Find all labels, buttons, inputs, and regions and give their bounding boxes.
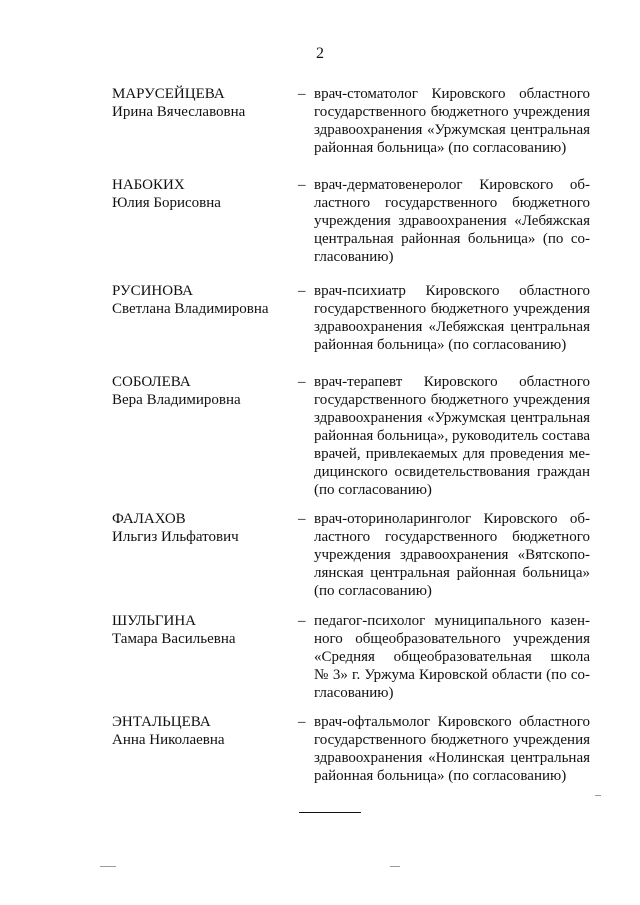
entry-dash: – (298, 374, 306, 390)
role-line: центральная районная больница» (по со- (314, 231, 590, 247)
scan-speck (390, 866, 400, 867)
member-surname: РУСИНОВА (112, 283, 193, 299)
member-role (314, 85, 590, 157)
scan-speck (595, 795, 601, 796)
role-line: гласованию) (314, 249, 394, 265)
member-given-names: Ильгиз Ильфатович (112, 529, 239, 545)
member-name (112, 85, 287, 121)
member-name (112, 282, 287, 318)
member-given-names: Тамара Васильевна (112, 631, 236, 647)
page-number: 2 (316, 45, 324, 62)
member-role (314, 373, 590, 499)
member-given-names: Вера Владимировна (112, 392, 241, 408)
role-line: (по согласованию) (314, 583, 432, 599)
role-line: ного общеобразовательного учреждения (314, 631, 590, 647)
role-line: врач-офтальмолог Кировского областного (314, 714, 590, 730)
member-surname: СОБОЛЕВА (112, 374, 191, 390)
role-line: ластного государственного бюджетного (314, 529, 590, 545)
entry-dash: – (298, 177, 306, 193)
role-line: здравоохранения «Лебяжская центральная (314, 319, 590, 335)
role-line: лянская центральная районная больница» (314, 565, 590, 581)
member-role (314, 713, 590, 785)
role-line: врачей, привлекаемых для проведения ме- (314, 446, 590, 462)
role-line: педагог-психолог муниципального казен- (314, 613, 590, 629)
role-line: районная больница» (по согласованию) (314, 140, 567, 156)
role-line: (по согласованию) (314, 482, 432, 498)
closing-rule (299, 812, 361, 813)
entry-dash: – (298, 86, 306, 102)
member-surname: НАБОКИХ (112, 177, 185, 193)
role-line: районная больница» (по согласованию) (314, 337, 567, 353)
role-line: врач-стоматолог Кировского областного (314, 86, 590, 102)
member-surname: ШУЛЬГИНА (112, 613, 197, 629)
member-name (112, 373, 287, 409)
entry-dash: – (298, 283, 306, 299)
role-line: здравоохранения «Нолинская центральная (314, 750, 590, 766)
member-name (112, 510, 287, 546)
role-line: дицинского освидетельствования граждан (314, 464, 590, 480)
member-given-names: Юлия Борисовна (112, 195, 221, 211)
role-line: районная больница», руководитель состава (314, 428, 590, 444)
role-line: учреждения здравоохранения «Вятскопо- (314, 547, 590, 563)
entry-dash: – (298, 714, 306, 730)
member-role (314, 282, 590, 354)
role-line: государственного бюджетного учреждения (314, 392, 590, 408)
scan-speck (100, 866, 116, 867)
member-role (314, 510, 590, 600)
member-role (314, 612, 590, 702)
member-surname: ФАЛАХОВ (112, 511, 186, 527)
role-line: врач-психиатр Кировского областного (314, 283, 590, 299)
role-line: врач-дерматовенеролог Кировского об- (314, 177, 590, 193)
member-role (314, 176, 590, 266)
role-line: здравоохранения «Уржумская центральная (314, 410, 590, 426)
member-name (112, 713, 287, 749)
member-name (112, 176, 287, 212)
entry-dash: – (298, 511, 306, 527)
role-line: врач-оториноларинголог Кировского об- (314, 511, 590, 527)
member-surname: ЭНТАЛЬЦЕВА (112, 714, 211, 730)
role-line: врач-терапевт Кировского областного (314, 374, 590, 390)
role-line: государственного бюджетного учреждения (314, 732, 590, 748)
entry-dash: – (298, 613, 306, 629)
role-line: учреждения здравоохранения «Лебяжская (314, 213, 590, 229)
role-line: районная больница» (по согласованию) (314, 768, 567, 784)
role-line: «Средняя общеобразовательная школа (314, 649, 590, 665)
member-name (112, 612, 287, 648)
member-given-names: Светлана Владимировна (112, 301, 269, 317)
role-line: № 3» г. Уржума Кировской области (по со- (314, 667, 590, 683)
role-line: ластного государственного бюджетного (314, 195, 590, 211)
role-line: государственного бюджетного учреждения (314, 301, 590, 317)
member-surname: МАРУСЕЙЦЕВА (112, 86, 225, 102)
role-line: гласованию) (314, 685, 394, 701)
member-given-names: Анна Николаевна (112, 732, 225, 748)
member-given-names: Ирина Вячеславовна (112, 104, 246, 120)
role-line: государственного бюджетного учреждения (314, 104, 590, 120)
role-line: здравоохранения «Уржумская центральная (314, 122, 590, 138)
